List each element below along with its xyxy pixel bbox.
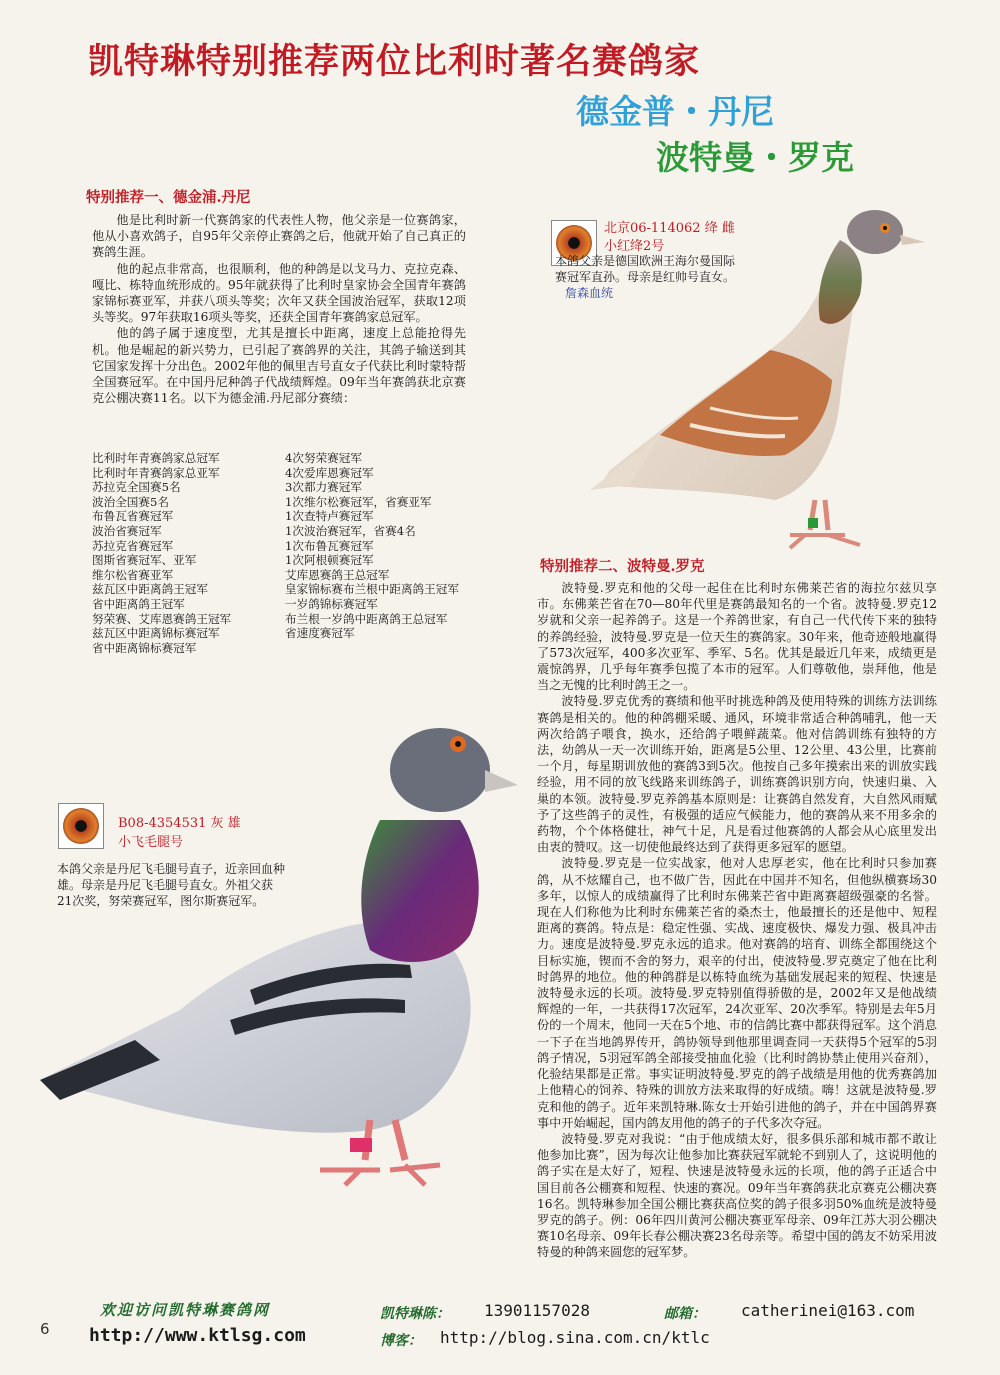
section1-heading: 特别推荐一、德金浦.丹尼 (86, 189, 251, 206)
page-number: 6 (40, 1320, 50, 1338)
result-item: 1次波治赛冠军，省赛4名 (285, 523, 416, 538)
result-item: 努荣赛、艾库恩赛鸽王冠军 (92, 611, 232, 626)
section2-body (537, 580, 937, 1261)
pigeon-photo-blue-bar (40, 720, 530, 1190)
result-item: 布鲁瓦省赛冠军 (92, 509, 174, 524)
result-item: 兹瓦区中距离锦标赛冠军 (92, 626, 220, 641)
result-item: 1次查特卢赛冠军 (285, 509, 374, 524)
bird1-bloodline: 詹森血统 (565, 286, 614, 300)
email-link[interactable]: catherinei@163.com (741, 1301, 915, 1320)
pigeon-photo-red-checker (570, 200, 950, 570)
result-item: 苏拉克全国赛5名 (92, 480, 181, 495)
results-list-left (92, 451, 231, 655)
bird2-description: 本鸽父亲是丹尼飞毛腿号直子，近亲回血种雄。母亲是丹尼飞毛腿号直女。外祖父获21次奖，努荣赛冠军，图尔斯赛冠军。 (57, 862, 286, 908)
footer-slogan: 欢迎访问凯特琳赛鸽网 (100, 1301, 271, 1319)
section1-paragraph: 他是比利时新一代赛鸽家的代表性人物，他父亲是一位赛鸽家，他从小喜欢鸽子，自95年父亲停止赛鸽之后，他就开始了自己真正的赛鸽生涯。 (92, 213, 466, 260)
result-item: 波治省赛冠军 (92, 523, 162, 538)
result-item: 苏拉克省赛冠军 (92, 538, 174, 553)
phone-number: 13901157028 (484, 1301, 590, 1320)
result-item: 一岁鸽锦标赛冠军 (285, 596, 378, 611)
result-item: 1次维尔松赛冠军，省赛亚军 (285, 494, 432, 509)
section1-paragraph: 他的鸽子属于速度型，尤其是擅长中距离，速度上总能抢得先机。他是崛起的新兴势力，已引起了赛鸽界的关注，其鸽子输送到其它国家发挥十分出色。2002年他的佩里吉号直女子代获比利时蒙特帮全国赛冠军。在中国丹尼种鸽子代战绩辉煌。09年当年赛鸽获北京赛克公棚决赛11名。以下为德金浦.丹尼部分赛绩： (92, 326, 466, 406)
breeder-name-2: 波特曼・罗克 (656, 138, 854, 177)
bird1-ring-number: 北京06-114062 绛 雌 (604, 221, 735, 236)
section2-paragraph: 波特曼.罗克对我说：“由于他成绩太好，很多俱乐部和城市都不敢让他参加比赛”，因为每次让他参加比赛获冠军就轮不到别人了，这说明他的鸽子实在是太好了，短程、快速是波特曼永远的长项，他的鸽子正适合中国目前各公棚赛和短程、快速的赛况。09年当年赛鸽获北京赛克公棚决赛16名。凯特琳参加全国公棚比赛获高位奖的鸽子很多羽50%血统是波特曼罗克的鸽子。例：06年四川黄河公棚决赛亚军母亲、09年江苏大羽公棚决赛10名母亲、09年长春公棚决赛23名母亲等。希望中国的鸽友不妨采用波特曼的种鸽来圆您的冠军梦。 (537, 1131, 937, 1260)
page-title: 凯特琳特别推荐两位比利时著名赛鸽家 (88, 41, 701, 82)
website-link[interactable]: http://www.ktlsg.com (89, 1325, 306, 1346)
result-item: 皇家锦标赛布兰根中距离鸽王冠军 (285, 582, 459, 597)
result-item: 省中距离锦标赛冠军 (92, 640, 197, 655)
bird2-ring-number: B08-4354531 灰 雄 (118, 816, 241, 831)
result-item: 艾库恩赛鸽王总冠军 (285, 567, 390, 582)
blog-label: 博客： (380, 1333, 422, 1349)
section1-paragraph: 他的起点非常高，也很顺利，他的种鸽是以戈马力、克拉克森、嘎比、栋特血统形成的。95年就获得了比利时皇家协会全国青年赛鸽家锦标赛亚军，并获八项头等奖；次年又获全国波治冠军，获取12项头等奖。97年获取16项头等奖，还获全国青年赛鸽家总冠军。 (92, 261, 466, 325)
section2-paragraph: 波特曼.罗克和他的父母一起住在比利时东佛莱芒省的海拉尔兹贝享市。东佛莱芒省在70—80年代里是赛鸽最知名的一个省。波特曼.罗克12岁就和父亲一起养鸽子。这是一个养鸽世家，有自己一代代传下来的独特的养鸽经验，波特曼.罗克是一位天生的赛鸽家。30年来，他奇迹般地赢得了573次冠军，400多次亚军、季军、5名。优其是最近几年来，成绩更是震惊鸽界，几乎每年赛季包揽了本市的冠军。人们尊敬他，崇拜他，他是当之无愧的比利时鸽王之一。 (537, 581, 937, 693)
result-item: 维尔松省赛亚军 (92, 567, 174, 582)
result-item: 省中距离鸽王冠军 (92, 596, 185, 611)
result-item: 图斯省赛冠军、亚军 (92, 553, 197, 568)
results-list-right (285, 451, 459, 641)
section1-body (92, 212, 466, 406)
section2-paragraph: 波特曼.罗克优秀的赛绩和他平时挑选种鸽及使用特殊的训练方法训练赛鸽是相关的。他的种鸽棚采暖、通风，环境非常适合种鸽哺乳，他一天两次给鸽子喂食，换水，还给鸽子喂鲜蔬菜。他对信鸽训练有独特的方法，幼鸽从一天一次训练开始，距离是5公里、12公里、43公里，比赛前一个月，每星期训放他的赛鸽3到5次。他按自己多年摸索出来的训放实践经验，用不同的放飞线路来训练鸽子，训练赛鸽识别方向，快速归巢、入巢的本领。波特曼.罗克养鸽基本原则是：让赛鸽自然发育，大自然风雨赋予了这些鸽子的灵性，有极强的适应气候能力，他的赛鸽从来不用多余的药物，个个体格健壮，神气十足，凡是看过他赛鸽的人都会从心底里发出由衷的赞叹。这一切使他最终达到了获得更多冠军的愿望。 (537, 694, 937, 855)
breeder-name-1: 德金普・丹尼 (576, 92, 774, 131)
result-item: 3次都力赛冠军 (285, 480, 362, 495)
bird2-name: 小飞毛腿号 (118, 835, 184, 850)
result-item: 4次爱库恩赛冠军 (285, 465, 374, 480)
section2-heading: 特别推荐二、波特曼.罗克 (540, 558, 705, 575)
result-item: 1次阿根顿赛冠军 (285, 553, 374, 568)
phone-label: 凯特琳陈： (380, 1306, 450, 1322)
result-item: 比利时年青赛鸽家总亚军 (92, 465, 220, 480)
result-item: 省速度赛冠军 (285, 626, 355, 641)
result-item: 4次努荣赛冠军 (285, 451, 362, 465)
blog-link[interactable]: http://blog.sina.com.cn/ktlc (440, 1328, 710, 1347)
bird1-name: 小红绛2号 (604, 239, 665, 254)
result-item: 1次布鲁瓦赛冠军 (285, 538, 374, 553)
result-item: 布兰根一岁鸽中距离鸽王总冠军 (285, 611, 448, 626)
email-label: 邮箱： (664, 1306, 706, 1322)
result-item: 波治全国赛5名 (92, 494, 169, 509)
result-item: 比利时年青赛鸽家总冠军 (92, 451, 220, 465)
result-item: 兹瓦区中距离鸽王冠军 (92, 582, 208, 597)
section2-paragraph: 波特曼.罗克是一位实战家，他对人忠厚老实，他在比利时只参加赛鸽，从不炫耀自己，也不做广告，因此在中国并不知名，但他纵横赛场30多年，以惊人的成绩赢得了比利时东佛莱芒省中距离赛超级强豪的名誉。现在人们称他为比利时东佛莱芒省的桑杰士，他最擅长的还是他中、短程距离的赛鸽。特点是：稳定性强、实战、速度极快、爆发力强、极具冲击力。速度是波特曼.罗克永远的追求。他对赛鸽的培育、训练全都围绕这个目标实施，锲而不舍的努力，艰辛的付出，使波特曼.罗克奠定了他在比利时鸽界的地位。他的种鸽群是以栋特血统为基础发展起来的短程、快速是波特曼永远的长项。波特曼.罗克特别值得骄傲的是，2002年又是他战绩辉煌的一年，一共获得17次冠军，24次亚军、20次季军。特别是去年5月份的一个周末，他同一天在5个地、市的信鸽比赛中都获得冠军。这个消息一下子在当地鸽界传开，鸽协领导到他那里调查同一天获得5个冠军的5羽鸽子情况，5羽冠军鸽全部接受抽血化验（比利时鸽协禁止使用兴奋剂），化验结果都是正常。事实证明波特曼.罗克的鸽子战绩是用他的优秀赛鸽加上他精心的饲养、特殊的训放方法来取得的好成绩。嗨！这就是波特曼.罗克和他的鸽子。近年来凯特琳.陈女士开始引进他的鸽子，并在中国鸽界赛事中开始崛起，国内鸽友用他的鸽子的子代多次夺冠。 (537, 856, 937, 1130)
bird1-desc-text: 本鸽父亲是德国欧洲王海尔曼国际赛冠军直孙。母亲是红帅号直女。 (555, 254, 736, 284)
